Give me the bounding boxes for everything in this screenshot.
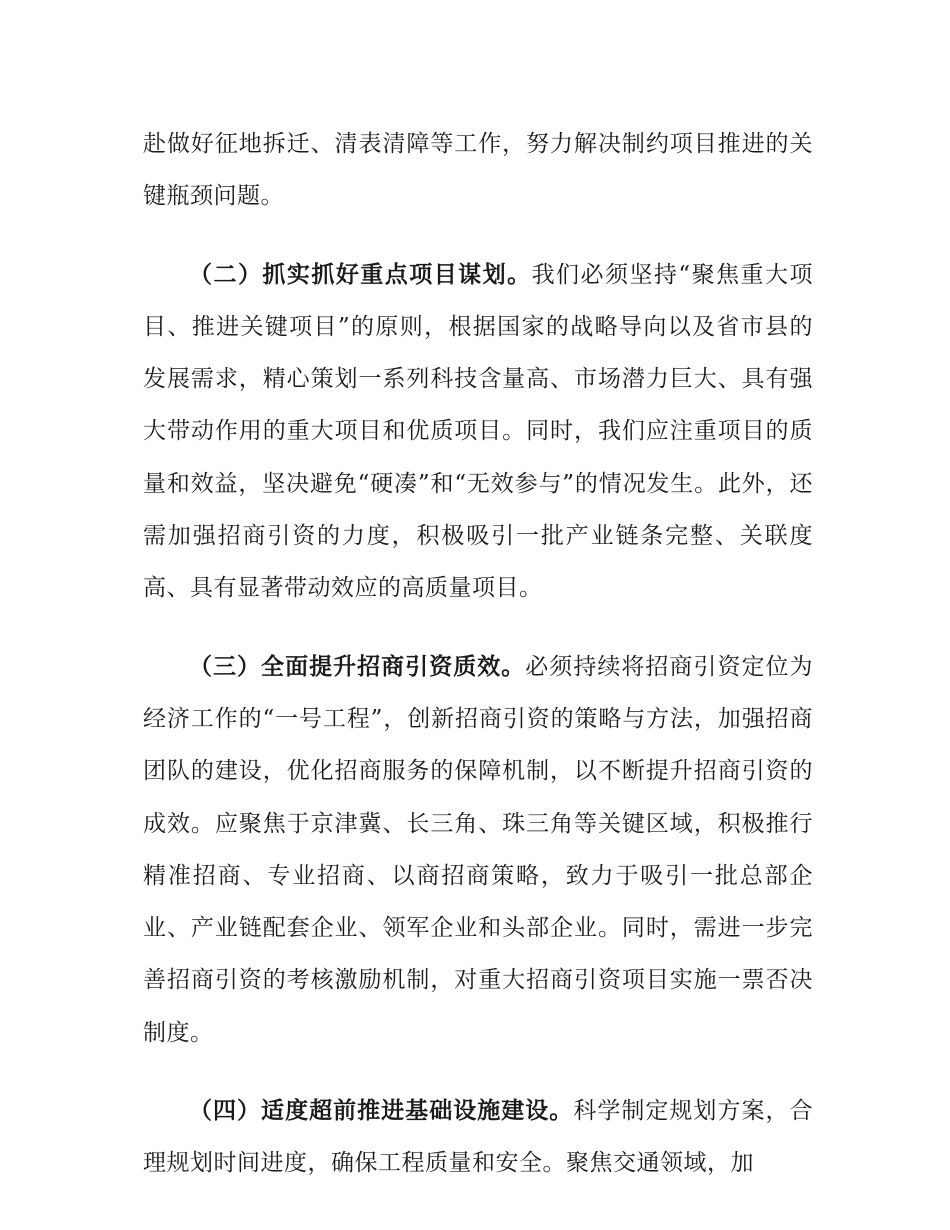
paragraph-text: 科学制定规划方案，合理规划时间进度，确保工程质量和安全。聚焦交通领域，加 — [143, 1098, 814, 1177]
paragraph-gap — [143, 223, 813, 249]
paragraph-gap — [143, 615, 813, 641]
paragraph-text: 我们必须坚持“聚焦重大项目、推进关键项目”的原则，根据国家的战略导向以及省市县的发展需求，精心策划一系列科技含量高、市场潜力巨大、具有强大带动作用的重大项目和优质项目。同时，我们应注重项目的质量和效益，坚决避免“硬凑”和“无效参与”的情况发生。此外，还需加强招商引资的力度，积极吸引一批产业链条完整、关联度高、具有显著带动效应的高质量项目。 — [143, 261, 813, 602]
paragraph-infrastructure — [143, 1085, 813, 1190]
paragraph-text: 赴做好征地拆迁、清表清障等工作，努力解决制约项目推进的关键瓶颈问题。 — [143, 131, 813, 210]
section-heading: （四）适度超前推进基础设施建设。 — [189, 1098, 574, 1125]
paragraph-gap — [143, 1059, 813, 1085]
section-heading: （三）全面提升招商引资质效。 — [189, 653, 526, 680]
paragraph-key-project-planning — [143, 249, 813, 615]
section-heading: （二）抓实抓好重点项目谋划。 — [189, 261, 532, 288]
paragraph-text: 必须持续将招商引资定位为经济工作的“一号工程”，创新招商引资的策略与方法，加强招商团队的建设，优化招商服务的保障机制，以不断提升招商引资的成效。应聚焦于京津冀、长三角、珠三角等关键区域，积极推行精准招商、专业招商、以商招商策略，致力于吸引一批总部企业、产业链配套企业、领军企业和头部企业。同时，需进一步完善招商引资的考核激励机制，对重大招商引资项目实施一票否决制度。 — [143, 653, 814, 1046]
document-body — [143, 118, 813, 1190]
paragraph-investment-attraction — [143, 641, 813, 1059]
paragraph-continuation — [143, 118, 813, 223]
